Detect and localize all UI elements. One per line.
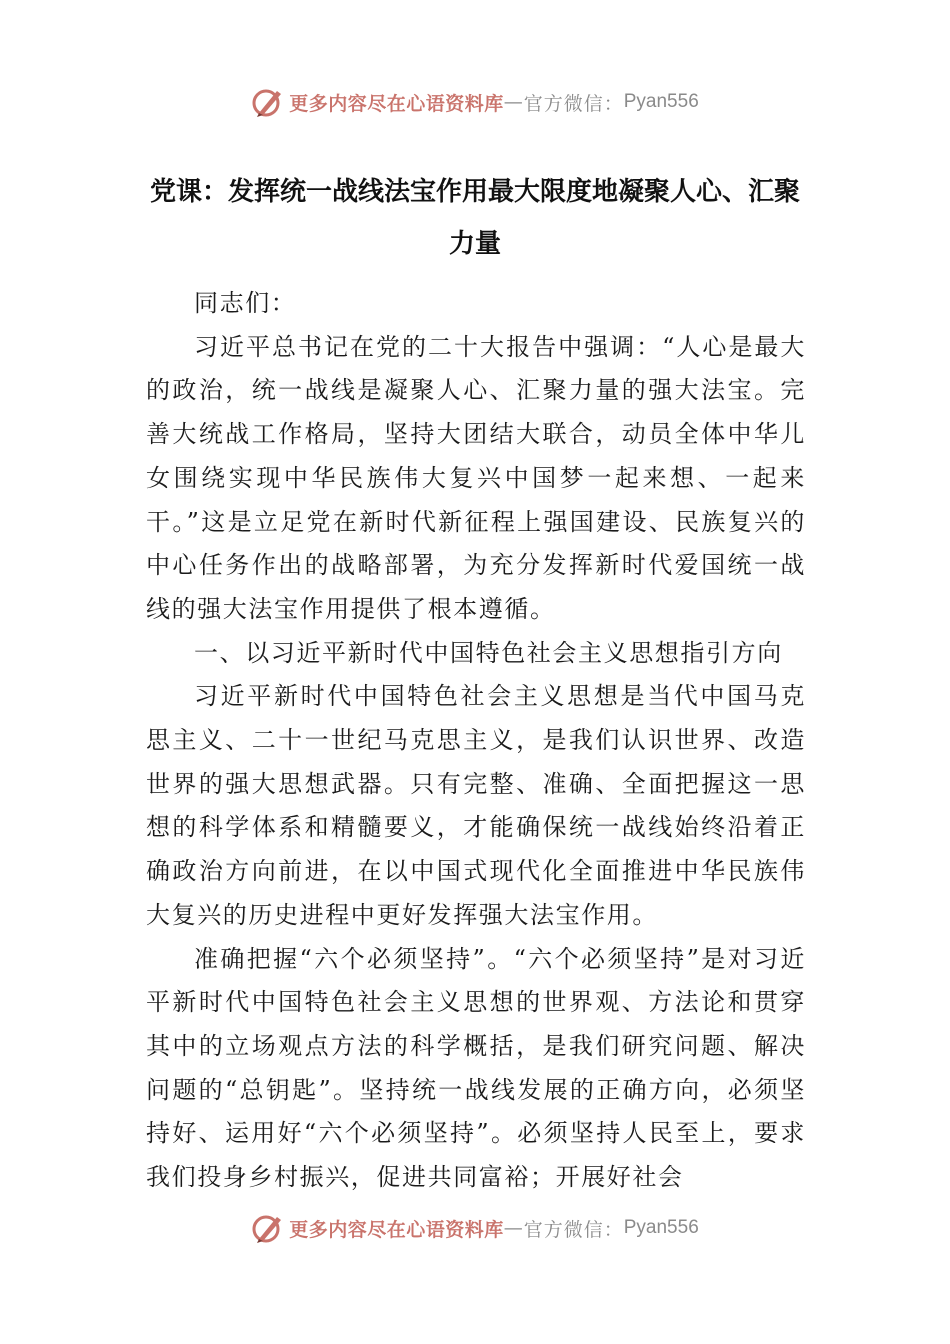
watermark-account: Pyan556 <box>623 1217 699 1238</box>
salutation-paragraph: 同志们： <box>194 289 297 317</box>
document-title: 党课：发挥统一战线法宝作用最大限度地凝聚人心、汇聚力量 <box>149 177 800 259</box>
watermark-dash: — <box>503 1217 524 1239</box>
watermark-label: 官方微信： <box>523 1218 624 1241</box>
watermark-banner-bottom <box>0 1208 950 1248</box>
body-paragraph: 准确把握“六个必须坚持”。“六个必须坚持”是对习近平新时代中国特色社会主义思想的世界观、方法论和贯穿其中的立场观点方法的科学概括，是我们研究问题、解决问题的“总钥匙”。坚持统一战线发展的正确方向，必须坚持好、运用好“六个必须坚持”。必须坚持人民至上，要求我们投身乡村振兴，促进共同富裕；开展好社会 <box>146 944 806 1192</box>
watermark-banner-top <box>0 82 950 122</box>
watermark-dash: — <box>503 91 524 113</box>
watermark-label: 官方微信： <box>523 92 624 115</box>
watermark-account: Pyan556 <box>623 91 699 112</box>
section-heading-1: 一、以习近平新时代中国特色社会主义思想指引方向 <box>194 638 783 667</box>
watermark-main-text: 更多内容尽在心语资料库 <box>289 1218 504 1241</box>
pen-logo-icon <box>251 1211 285 1245</box>
watermark-main-text: 更多内容尽在心语资料库 <box>289 92 504 115</box>
intro-paragraph: 习近平总书记在党的二十大报告中强调：“人心是最大的政治，统一战线是凝聚人心、汇聚力量的强大法宝。完善大统战工作格局，坚持大团结大联合，动员全体中华儿女围绕实现中华民族伟大复兴中国梦一起来想、一起来干。”这是立足党在新时代新征程上强国建设、民族复兴的中心任务作出的战略部署，为充分发挥新时代爱国统一战线的强大法宝作用提供了根本遵循。 <box>146 332 806 623</box>
document-body <box>146 282 806 1200</box>
pen-logo-icon <box>251 85 285 119</box>
body-paragraph: 习近平新时代中国特色社会主义思想是当代中国马克思主义、二十一世纪马克思主义，是我们认识世界、改造世界的强大思想武器。只有完整、准确、全面把握这一思想的科学体系和精髓要义，才能确保统一战线始终沿着正确政治方向前进，在以中国式现代化全面推进中华民族伟大复兴的历史进程中更好发挥强大法宝作用。 <box>146 682 806 929</box>
